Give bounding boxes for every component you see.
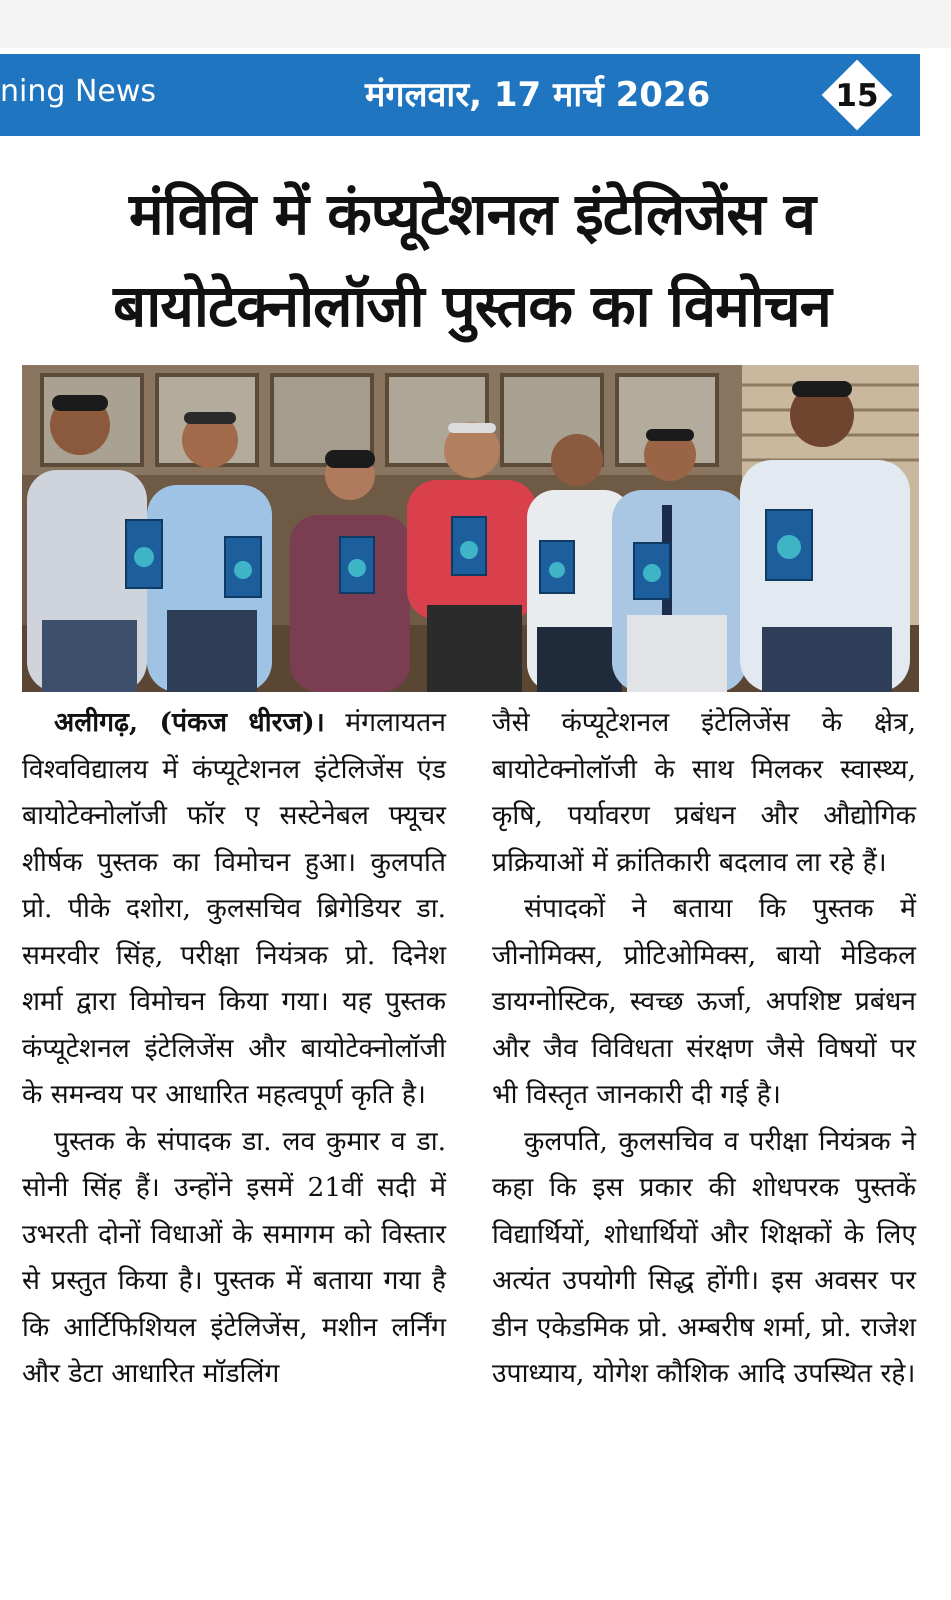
article-paragraph [22, 700, 446, 1119]
article-paragraph: जैसे कंप्यूटेशनल इंटेलिजेंस के क्षेत्र, बायोटेक्नोलॉजी के साथ मिलकर स्वास्थ्य, कृषि, पर्यावरण प्रबंधन और औद्योगिक प्रक्रियाओं में क्रांतिकारी बदलाव ला रहे हैं। [492, 707, 916, 878]
page-header [0, 54, 920, 136]
top-band [0, 0, 951, 48]
article-paragraph: पुस्तक के संपादक डा. लव कुमार व डा. सोनी सिंह हैं। उन्होंने इसमें 21वीं सदी में उभरती दोनों विधाओं के समागम को विस्तार से प्रस्तुत किया है। पुस्तक में बताया गया है कि आर्टिफिशियल इंटेलिजेंस, मशीन लर्निंग और डेटा आधारित मॉडलिंग [22, 1125, 446, 1389]
article-text: मंगलायतन विश्वविद्यालय में कंप्यूटेशनल इंटेलिजेंस एंड बायोटेक्नोलॉजी फॉर ए सस्टेनेबल फ्यूचर शीर्षक पुस्तक का विमोचन हुआ। कुलपति प्रो. पीके दशोरा, कुलसचिव ब्रिगेडियर डा. समरवीर सिंह, परीक्षा नियंत्रक प्रो. दिनेश शर्मा द्वारा विमोचन किया गया। यह पुस्तक कंप्यूटेशनल इंटेलिजेंस और बायोटेक्नोलॉजी के समन्वय पर आधारित महत्वपूर्ण कृति है। [22, 707, 446, 1110]
issue-date: मंगलवार, 17 मार्च 2026 [365, 75, 711, 115]
page-number: 15 [835, 78, 879, 114]
headline-line-2: बायोटेक्नोलॉजी पुस्तक का विमोचन [113, 272, 831, 340]
headline [22, 168, 922, 352]
article-column-left [22, 700, 446, 1398]
article-paragraph: संपादकों ने बताया कि पुस्तक में जीनोमिक्स, प्रोटिओमिक्स, बायो मेडिकल डायग्नोस्टिक, स्वच्छ ऊर्जा, अपशिष्ट प्रबंधन और जैव विविधता संरक्षण जैसे विषयों पर भी विस्तृत जानकारी दी गई है। [492, 893, 916, 1110]
news-photo [22, 365, 919, 692]
newspaper-name: ning News [0, 74, 157, 109]
page-number-badge [824, 62, 890, 128]
article-paragraph: कुलपति, कुलसचिव व परीक्षा नियंत्रक ने कहा कि इस प्रकार की शोधपरक पुस्तकें विद्यार्थियों, शोधार्थियों और शिक्षकों के लिए अत्यंत उपयोगी सिद्ध होंगी। इस अवसर पर डीन एकेडमिक प्रो. अम्बरीष शर्मा, प्रो. राजेश उपाध्याय, योगेश कौशिक आदि उपस्थित रहे। [492, 1125, 916, 1389]
group-photo-image [22, 365, 919, 692]
dateline: अलीगढ़, (पंकज धीरज)। [54, 707, 325, 738]
article-column-right [492, 700, 916, 1398]
headline-line-1: मंविवि में कंप्यूटेशनल इंटेलिजेंस व [128, 180, 816, 248]
